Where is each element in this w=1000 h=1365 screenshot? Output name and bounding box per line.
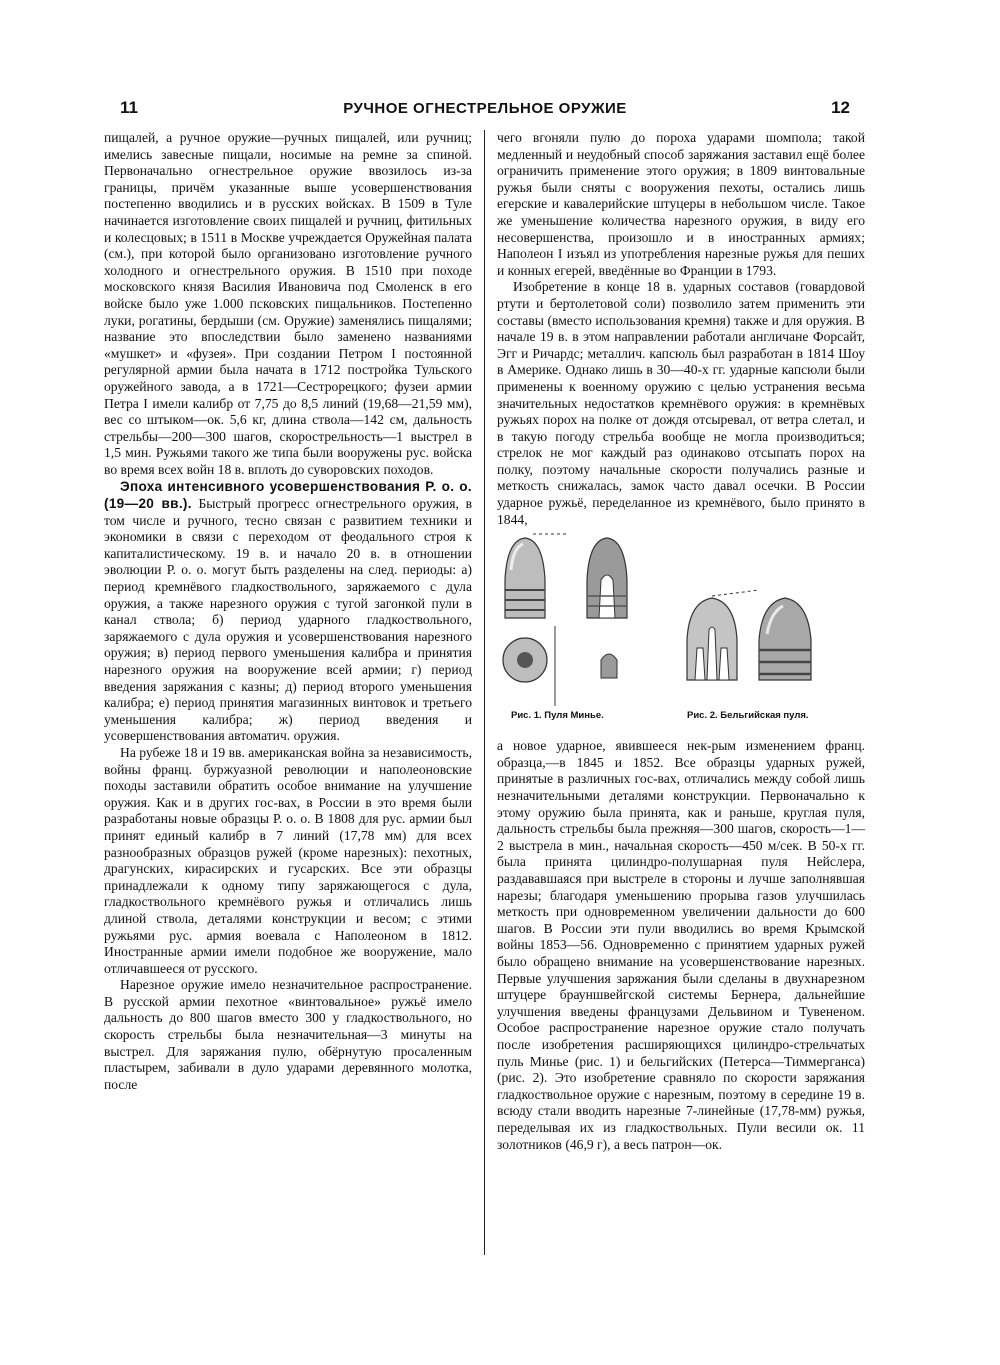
minie-bullet-section (587, 538, 627, 618)
paragraph: Изобретение в конце 18 в. ударных составов (говардовой ртути и бертолетовой соли) позволило затем применить эти составы (вместо использования кремня) также и для оружия. В начале 19 в. в этом направлении работали англичане Форсайт, Эгг и Ричардс; металлич. капсюль был разработан в 1814 Шоу в Америке. Однако лишь в 30—40-х гг. ударные капсюли были применены к военному оружию с целью устранения весьма значительных недостатков кремнёвого оружия: в кремнёвых ружьях порох на полке от дождя отсыревал, от ветра слетал, и в такую погоду стрельба вообще не могла производиться; стрелок не мог каждый раз одинаково отсыпать порох на полку, поэтому начальные скорости получались разные и меткость снижалась, замок часто давал осечки. В России ударное ружьё, переделанное из кремнёвого, было принято в 1844, (497, 279, 865, 527)
right-column (497, 130, 865, 1153)
minie-bullet-plug (601, 654, 617, 678)
figure-caption-2: Рис. 2. Бельгийская пуля. (687, 710, 809, 722)
section-text: Быстрый прогресс огнестрельного оружия, в том числе и ручного, тесно связан с развитием техники и экономики в связи с переходом от феодального строя к капиталистическому. 19 в. и начало 20 в. в отношении эволюции Р. о. о. могут быть разделены на след. периоды: а) период кремнёвого гладкоствольного, заряжаемого с дула оружия, а также нарезного оружия с тугой загонкой пули в канал ствола; б) период ударного гладкоствольного, заряжаемого с дула оружия и усовершенствования нарезного оружия; в) период первого уменьшения калибра и принятия нарезного оружия на вооружение всей армии; г) период введения заряжания с казны; д) период второго уменьшения калибра; е) период принятия магазинных винтовок и третьего уменьшения калибра; ж) период введения и усовершенствования автоматич. оружия. (104, 496, 472, 744)
paragraph: Нарезное оружие имело незначительное распространение. В русской армии пехотное «винтовальное» ружьё имело дальность до 800 шагов вместо 300 у гладкоствольного, но скорость стрельбы была незначительная—3 минуты на выстрел. Для заряжания пулю, обёрнутую просаленным пластырем, забивали в дуло ударами деревянного молотка, после (104, 977, 472, 1092)
figure-caption-1: Рис. 1. Пуля Минье. (511, 710, 604, 722)
paragraph: а новое ударное, явившееся нек-рым изменением франц. образца,—в 1845 и 1852. Все образцы ударных ружей, принятые в различных гос-вах, отличались между собой лишь незначительными деталями конструкции. Первоначально к этому оружию была принята, как и раньше, круглая пуля, дальность стрельбы была прежняя—300 шагов, скорость—1—2 выстрела в мин., начальная скорость—450 м/сек. В 50-х гг. была принята цилиндро-полушарная пуля Нейслера, раздававшаяся при выстреле в стороны и лучше заполнявшая нарезы; благодаря уменьшению прорыва газов улучшилась меткость при одновременном увеличении дальности до 600 шагов. В России эти пули вводились во время Крымской войны 1853—56. Одновременно с принятием ударных ружей было обращено внимание на усовершенствование нарезных. Первые улучшения заряжания были сделаны в двухнарезном штуцере брауншвейгской системы Бернера, дальнейшие улучшения введены французами Дельвином и Тувененом. Особое распространение нарезное оружие стало получать после изобретения расширяющихся цилиндро-стрельчатых пуль Минье (рис. 1) и бельгийских (Петерса—Тиммерганса) (рис. 2). Это изобретение сравняло по скорости заряжания гладкоствольное оружие с нарезным, поэтому в середине 19 в. всюду стали вводить нарезные 7-линейные (17,78-мм) ружья, переделывая их из гладкоствольных. Пули весили ок. 11 золотников (46,9 г), а весь патрон—ок. (497, 738, 865, 1152)
page-number-right: 12 (831, 98, 850, 117)
paragraph: На рубеже 18 и 19 вв. американская война за независимость, войны франц. буржуазной революции и наполеоновские походы заставили обратить особое внимание на улучшение оружия. Как и в других гос-вах, в России в это время были разработаны новые образцы Р. о. о. В 1808 для рус. армии был принят единый калибр в 7 линий (17,78 мм) для всех разнообразных образцов ружей (кроме нарезных): пехотных, драгунских, кирасирских и гусарских. Все эти образцы принадлежали к одному типу заряжающегося с дула, гладкоствольного кремнёвого ружья и отличались лишь длиной ствола, деталями конструкции и весом; с этими ружьями рус. армия воевала с Наполеоном в 1812. Иностранные армии имели подобное же вооружение, мало отличавшееся от русского. (104, 744, 472, 976)
section-title: Эпоха интенсивного усовершенствования Р. о. о. (19—20 вв.). (104, 479, 472, 512)
running-title: РУЧНОЕ ОГНЕСТРЕЛЬНОЕ ОРУЖИЕ (343, 100, 627, 117)
left-column (104, 130, 472, 1093)
column-divider (484, 130, 485, 1255)
page-number-left: 11 (120, 98, 138, 117)
minie-bullet-side (505, 538, 545, 618)
bullet-illustrations (497, 530, 865, 706)
paragraph: пищалей, а ручное оружие—ручных пищалей, или ручниц; имелись завесные пищали, носимые на ремне за спиной. Первоначально огнестрельное оружие ввозилось из-за границы, причём указанные выше усовершенствования постепенно вводились и в русских войсках. В 1509 в Туле начинается изготовление своих пищалей и ручниц, фитильных и колесцовых; в 1511 в Москве учреждается Оружейная палата (см.), при которой было организовано изготовление ручного холодного и огнестрельного оружия. В 1510 при походе московского князя Василия Ивановича под Смоленск в его войске было уже 1.000 псковских пищальников. Постепенно луки, рогатины, бердыши (см. Оружие) заменялись пищалями; название это впоследствии было заменено названиями «мушкет» и «фузея». При создании Петром I постоянной регулярной армии была начата в 1712 постройка Тульского оружейного завода, а в 1721—Сестрорецкого; фузеи армии Петра I имели калибр от 7,75 до 8,5 линий (19,68—21,59 мм), вес со штыком—ок. 5,6 кг, длина ствола—142 см, дальность стрельбы—200—300 шагов, скорострельность—1 выстрел в 1,5 мин. Ружьями такого же типа были вооружены рус. войска во время всех войн 18 в. вплоть до суворовских походов. (104, 130, 472, 477)
page-header (120, 98, 850, 120)
paragraph: чего вгоняли пулю до пороха ударами шомпола; такой медленный и неудобный способ заряжания заставил ещё более ограничить применение этого оружия; в 1809 винтовальные ружья были сняты с вооружения пехоты, остались лишь егерские и кавалерийские штуцеры в небольшом числе. Такое же уменьшение количества нарезного оружия, в виду его несовершенства, произошло и в иностранных армиях; Наполеон I изъял из употребления нарезные ружья для пеших и конных егерей, введённые во Франции в 1793. (497, 130, 865, 278)
belgian-bullet-side (759, 598, 811, 680)
belgian-bullet-section (687, 598, 737, 680)
minie-bullet-base (503, 638, 547, 682)
bullet-figures (497, 530, 865, 736)
section-paragraph (104, 479, 472, 745)
